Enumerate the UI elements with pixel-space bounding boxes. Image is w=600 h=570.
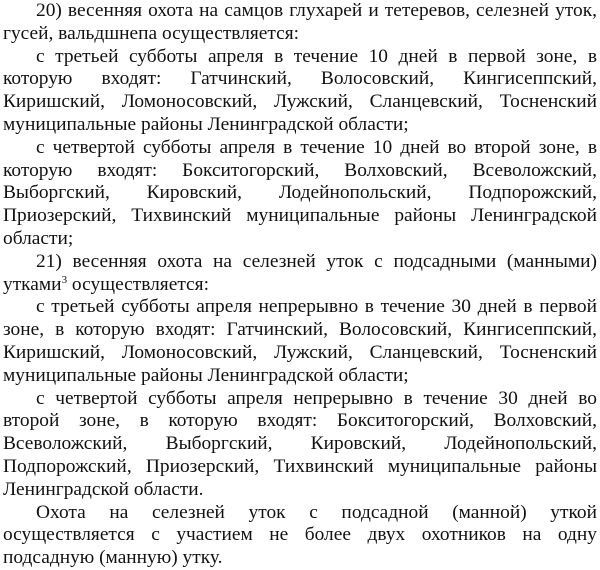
paragraph-decoy-zone-2: с четвертой субботы апреля непрерывно в течение 30 дней во второй зоне, в которую входят: Бокситогорский, Волховский, Всеволожский, Выборгский, Кировский, Лодейнопольский, Подпорожский, Приозерский, Тихвинский муниципальные районы Ленинградской области. bbox=[3, 387, 597, 500]
paragraph-item-21 bbox=[3, 251, 597, 297]
paragraph-zone-1-dates: с третьей субботы апреля в течение 10 дней в первой зоне, в которую входят: Гатчинский, Волосовский, Кингисеппский, Киришский, Ломоносовский, Лужский, Сланцевский, Тосненский муниципальные районы Ленинградской области; bbox=[3, 45, 597, 135]
paragraph-item-20: 20) весенняя охота на самцов глухарей и тетеревов, селезней уток, гусей, вальдшнепа осуществляется: bbox=[3, 0, 597, 44]
paragraph-hunter-limit: Охота на селезней уток с подсадной (манной) уткой осуществляется с участием не более двух охотников на одну подсадную (манную) утку. bbox=[3, 501, 597, 569]
paragraph-decoy-zone-1: с третьей субботы апреля непрерывно в течение 30 дней в первой зоне, в которую входят: Гатчинский, Волосовский, Кингисеппский, Киришский, Ломоносовский, Лужский, Сланцевский, Тосненский муниципальные районы Ленинградской области; bbox=[3, 296, 597, 386]
footnote-mark: 3 bbox=[61, 273, 68, 286]
paragraph-zone-2-dates: с четвертой субботы апреля в течение 10 дней во второй зоне, в которую входят: Бокситогорский, Волховский, Всеволожский, Выборгский, Кировский, Лодейнопольский, Подпорожский, Приозерский, Тихвинский муниципальные районы Ленинградской области; bbox=[3, 136, 597, 249]
document-page bbox=[3, 0, 597, 570]
item-21-text: 21) весенняя охота на селезней уток с подсадными (манными) утками bbox=[3, 250, 597, 295]
item-21-text-end: осуществляется: bbox=[67, 273, 209, 295]
